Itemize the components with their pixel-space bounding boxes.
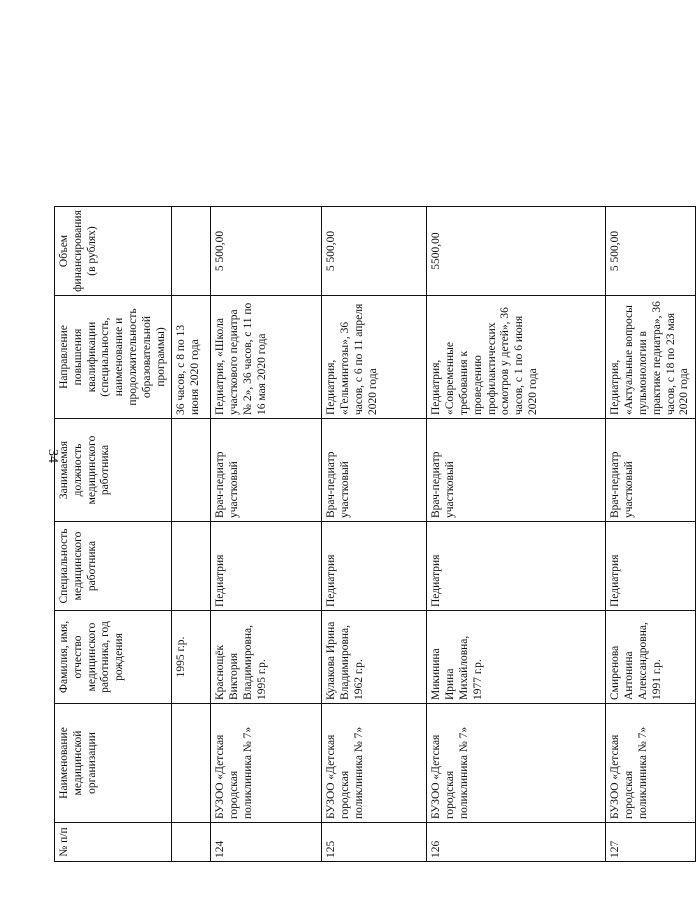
- cell-organization: БУЗОО «Детская городская поликлиника № 7»: [606, 704, 696, 823]
- cell-organization: БУЗОО «Детская городская поликлиника № 7»: [322, 704, 427, 823]
- cell-full-name: 1995 г.р.: [172, 611, 211, 704]
- cell-full-name: Смиренова Антонина Александровна, 1991 г.р.: [606, 611, 696, 704]
- header-specialty: Специальность медицинского работника: [55, 522, 172, 611]
- cell-full-name: Краснощёк Виктория Владимировна, 1995 г.р.: [211, 611, 322, 704]
- header-direction: Направление повышения квалификации (специальность, наименование и продолжительность образовательной программы): [55, 296, 172, 419]
- table-row: [606, 207, 696, 862]
- cell-direction: Педиатрия, «Гельминтозы», 36 часов, с 6 по 11 апреля 2020 года: [322, 296, 427, 419]
- cell-position: [172, 419, 211, 522]
- cell-specialty: Педиатрия: [322, 522, 427, 611]
- cell-organization: БУЗОО «Детская городская поликлиника № 7»: [211, 704, 322, 823]
- cell-number: 125: [322, 823, 427, 862]
- page-number: 34: [45, 449, 60, 463]
- cell-number: 127: [606, 823, 696, 862]
- table-row: [427, 207, 606, 862]
- cell-direction: 36 часов, с 8 по 13 июня 2020 года: [172, 296, 211, 419]
- cell-organization: [172, 704, 211, 823]
- header-full-name: Фамилия, имя, отчество медицинского работника, год рождения: [55, 611, 172, 704]
- table-header-row: [55, 207, 172, 862]
- cell-specialty: Педиатрия: [606, 522, 696, 611]
- cell-position: Врач-педиатр участковый: [211, 419, 322, 522]
- cell-number: 126: [427, 823, 606, 862]
- cell-specialty: Педиатрия: [211, 522, 322, 611]
- cell-amount: 5 500,00: [606, 207, 696, 296]
- table-row: [322, 207, 427, 862]
- cell-position: Врач-педиатр участковый: [322, 419, 427, 522]
- cell-organization: БУЗОО «Детская городская поликлиника № 7»: [427, 704, 606, 823]
- cell-amount: 5500,00: [427, 207, 606, 296]
- header-position: Занимаемая должность медицинского работника: [55, 419, 172, 522]
- cell-amount: [172, 207, 211, 296]
- header-organization: Наименование медицинской организации: [55, 704, 172, 823]
- cell-specialty: [172, 522, 211, 611]
- cell-direction: Педиатрия, «Школа участкового педиатра № 2», 36 часов, с 11 по 16 мая 2020 года: [211, 296, 322, 419]
- header-number: № п/п: [55, 823, 172, 862]
- cell-position: Врач-педиатр участковый: [606, 419, 696, 522]
- cell-number: [172, 823, 211, 862]
- cell-amount: 5 500,00: [322, 207, 427, 296]
- cell-position: Врач-педиатр участковый: [427, 419, 606, 522]
- cell-full-name: Микинина Ирина Михайловна, 1977 г.р.: [427, 611, 606, 704]
- table-row: [211, 207, 322, 862]
- cell-amount: 5 500,00: [211, 207, 322, 296]
- header-amount: Объем финансирования (в рублях): [55, 207, 172, 296]
- cell-direction: Педиатрия, «Современные требования к проведению профилактических осмотров у детей», 36 часов, с 1 по 6 июня 2020 года: [427, 296, 606, 419]
- cell-direction: Педиатрия, «Актуальные вопросы пульмонологии в практике педиатра», 36 часов, с 18 по 23 мая 2020 года: [606, 296, 696, 419]
- continuation-row: [172, 207, 211, 862]
- cell-full-name: Кулакова Ирина Владимировна, 1962 г.р.: [322, 611, 427, 704]
- cell-number: 124: [211, 823, 322, 862]
- cell-specialty: Педиатрия: [427, 522, 606, 611]
- training-table: [54, 206, 696, 862]
